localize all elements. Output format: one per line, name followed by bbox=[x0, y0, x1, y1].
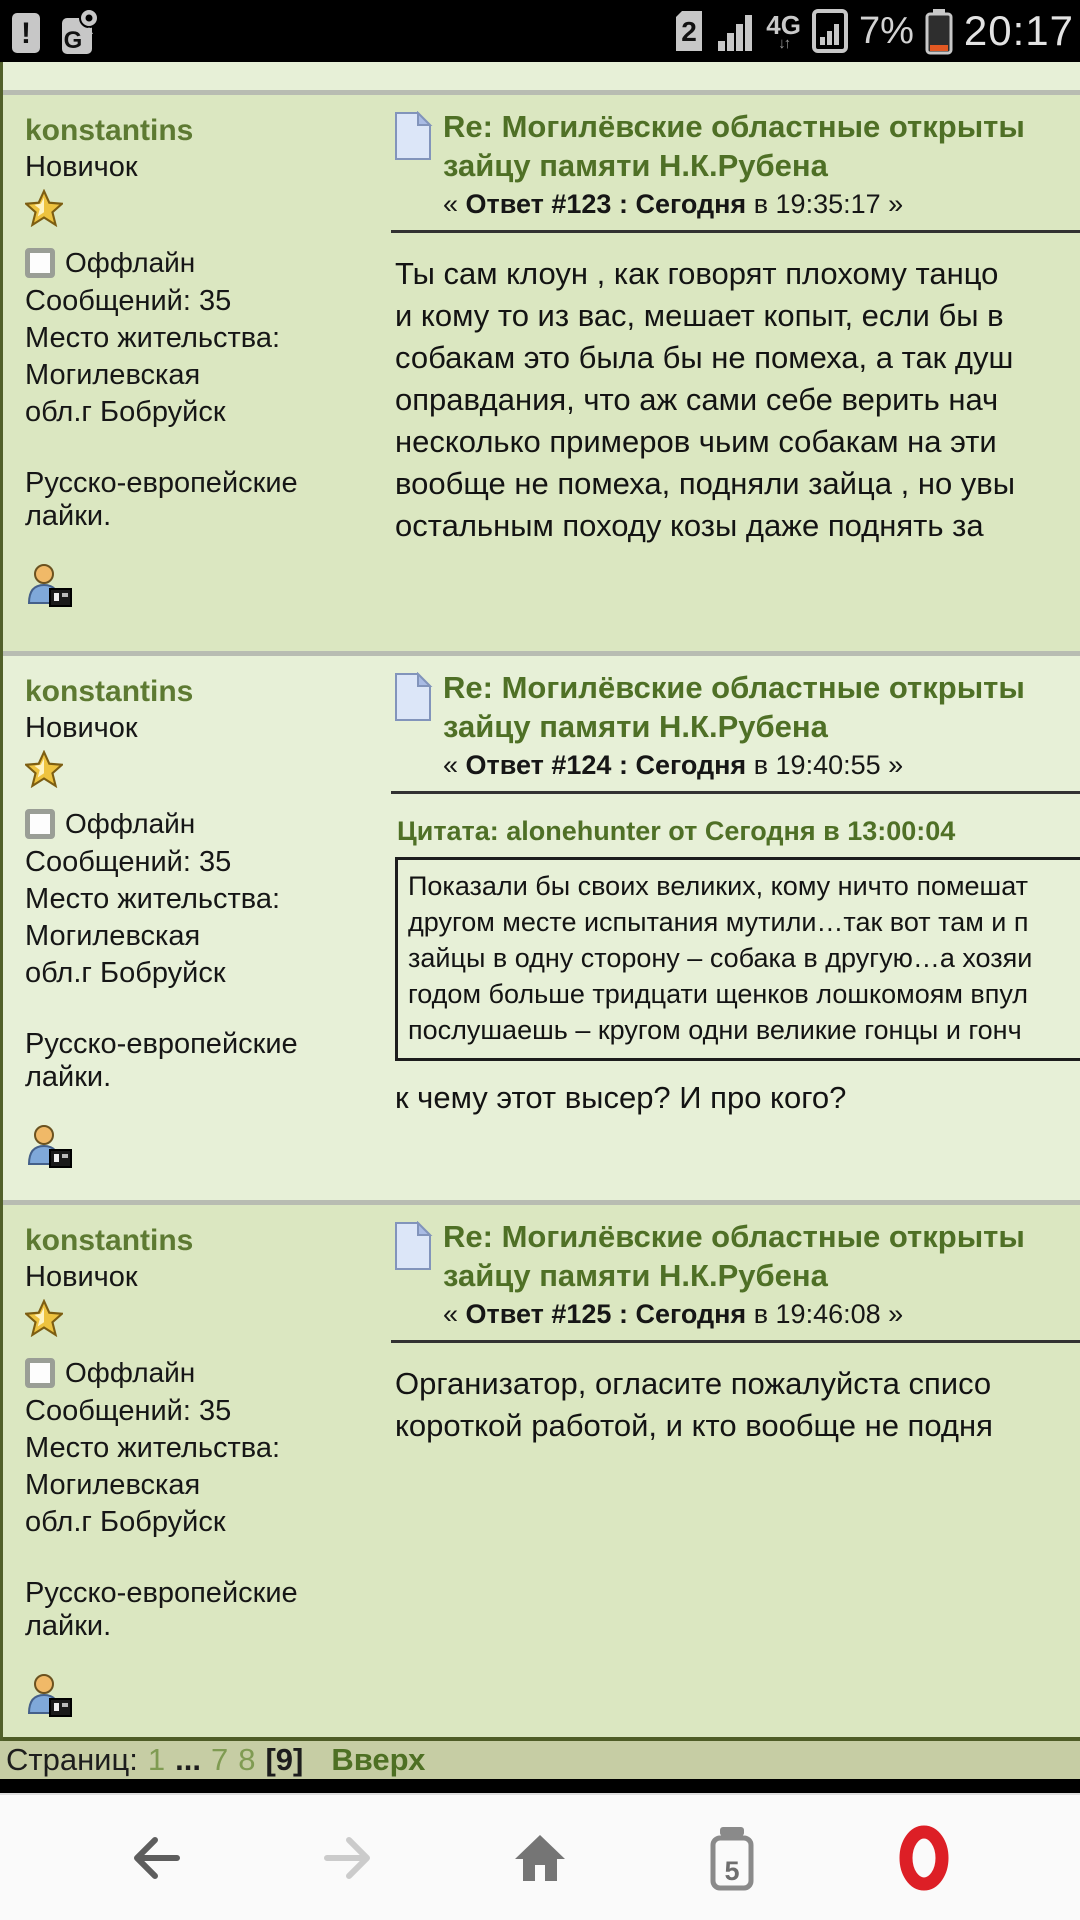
post-icon bbox=[391, 1221, 433, 1276]
maps-notification-icon bbox=[60, 8, 100, 56]
current-page: [9] bbox=[265, 1742, 304, 1777]
svg-text:!: ! bbox=[21, 17, 31, 50]
author-signature: Русско-европейские лайки. bbox=[25, 1577, 298, 1642]
author-location: Место жительства: Могилевская bbox=[25, 322, 281, 391]
online-status: Оффлайн bbox=[65, 808, 196, 839]
network-type-indicator: 4G ↓↑ bbox=[766, 9, 801, 52]
author-location: обл.г Бобруйск bbox=[25, 957, 226, 989]
post-meta: « Ответ #123 : Сегодня в 19:35:17 » bbox=[443, 189, 904, 219]
view-profile-icon[interactable] bbox=[25, 1673, 391, 1724]
post-title-link[interactable]: зайцу памяти Н.К.Рубена bbox=[443, 709, 828, 744]
page-link-7[interactable]: 7 bbox=[210, 1742, 229, 1777]
post-body: Ты сам клоун , как говорят плохому танцо и кому то из вас, мешает копыт, если бы в собакам это была бы не помеха, а так душ оправдания, что аж сами себе верить нач несколько примеров чьим собакам на эти вообще не помеха, подняли зайца , но увы остальным походу козы даже поднять за bbox=[395, 256, 1016, 543]
post-title-link[interactable]: Re: Могилёвские областные открыты bbox=[443, 1219, 1025, 1254]
sim-card-icon bbox=[672, 9, 706, 53]
forum-page bbox=[0, 62, 1080, 1779]
author-rank: Новичок bbox=[25, 712, 138, 744]
author-message-count: Сообщений: 35 bbox=[25, 1395, 232, 1427]
signal-strength-icon bbox=[716, 9, 756, 53]
offline-indicator-icon bbox=[25, 248, 55, 278]
forum-post bbox=[3, 1205, 1080, 1737]
post-title-link[interactable]: зайцу памяти Н.К.Рубена bbox=[443, 1258, 828, 1293]
page-link-8[interactable]: 8 bbox=[238, 1742, 256, 1777]
post-body: Организатор, огласите пожалуйста списо короткой работой, и кто вообще не подня bbox=[395, 1366, 993, 1443]
scroll-to-top-link[interactable]: Вверх bbox=[331, 1742, 426, 1777]
online-status: Оффлайн bbox=[65, 247, 196, 278]
author-signature: Русско-европейские лайки. bbox=[25, 467, 298, 532]
author-signature: Русско-европейские лайки. bbox=[25, 1028, 298, 1093]
browser-nav-bar bbox=[0, 1793, 1080, 1920]
post-icon bbox=[391, 111, 433, 166]
author-message-count: Сообщений: 35 bbox=[25, 846, 232, 878]
author-location: Место жительства: Могилевская bbox=[25, 883, 281, 952]
author-location: обл.г Бобруйск bbox=[25, 1506, 226, 1538]
view-profile-icon[interactable] bbox=[25, 1124, 391, 1175]
author-location: обл.г Бобруйск bbox=[25, 396, 226, 428]
secondary-signal-icon bbox=[811, 7, 849, 55]
svg-text:2: 2 bbox=[681, 16, 698, 47]
post-author-link[interactable]: konstantins bbox=[25, 675, 194, 708]
page-ellipsis: ... bbox=[175, 1742, 201, 1777]
rank-star-icon bbox=[25, 189, 391, 227]
pages-label: Страниц: bbox=[6, 1742, 138, 1777]
view-profile-icon[interactable] bbox=[25, 563, 391, 614]
post-meta: « Ответ #125 : Сегодня в 19:46:08 » bbox=[443, 1299, 904, 1329]
back-button[interactable] bbox=[120, 1822, 192, 1894]
post-icon bbox=[391, 672, 433, 727]
post-title-link[interactable]: Re: Могилёвские областные открыты bbox=[443, 109, 1025, 144]
tab-count: 5 bbox=[724, 1855, 740, 1886]
rank-star-icon bbox=[25, 750, 391, 788]
page-link-1[interactable]: 1 bbox=[147, 1742, 166, 1777]
battery-icon bbox=[924, 7, 954, 55]
online-status: Оффлайн bbox=[65, 1357, 196, 1388]
quote-header-link[interactable]: Цитата: alonehunter от Сегодня в 13:00:04 bbox=[397, 816, 956, 846]
author-rank: Новичок bbox=[25, 151, 138, 183]
forum-post bbox=[3, 656, 1080, 1200]
battery-warning-icon bbox=[10, 9, 42, 55]
author-rank: Новичок bbox=[25, 1261, 138, 1293]
post-title-link[interactable]: Re: Могилёвские областные открыты bbox=[443, 670, 1025, 705]
post-author-link[interactable]: konstantins bbox=[25, 1224, 194, 1257]
svg-text:G: G bbox=[63, 27, 83, 54]
post-title-link[interactable]: зайцу памяти Н.К.Рубена bbox=[443, 148, 828, 183]
author-location: Место жительства: Могилевская bbox=[25, 1432, 281, 1501]
previous-post-remainder bbox=[3, 62, 1080, 90]
clock: 20:17 bbox=[963, 7, 1074, 54]
post-author-link[interactable]: konstantins bbox=[25, 114, 194, 147]
battery-percent: 7% bbox=[858, 9, 914, 52]
quote-box: Показали бы своих великих, кому ничто помешат другом месте испытания мутили…так вот там и п зайцы в одну сторону – собака в другую…а хозяи годом больше тридцати щенков лошкомоям впул послушаешь – кругом одни великие гонцы и гонч bbox=[395, 857, 1080, 1061]
tabs-button[interactable] bbox=[696, 1822, 768, 1894]
opera-menu-button[interactable] bbox=[888, 1822, 960, 1894]
home-button[interactable] bbox=[504, 1822, 576, 1894]
post-meta: « Ответ #124 : Сегодня в 19:40:55 » bbox=[443, 750, 904, 780]
rank-star-icon bbox=[25, 1299, 391, 1337]
author-message-count: Сообщений: 35 bbox=[25, 285, 232, 317]
offline-indicator-icon bbox=[25, 1358, 55, 1388]
pagination-bar bbox=[0, 1741, 1080, 1779]
forward-button[interactable] bbox=[312, 1822, 384, 1894]
forum-post bbox=[3, 95, 1080, 651]
post-body: Цитата: alonehunter от Сегодня в 13:00:04 Показали бы своих великих, кому ничто помешат другом месте испытания мутили…так вот там и п зайцы в одну сторону – собака в другую…а хозяи годом больше тридцати щенков лошкомоям впул послушаешь – кругом одни великие гонцы и гонч к чему этот высер? И про кого? bbox=[391, 794, 1080, 1119]
offline-indicator-icon bbox=[25, 809, 55, 839]
status-bar bbox=[0, 0, 1080, 62]
